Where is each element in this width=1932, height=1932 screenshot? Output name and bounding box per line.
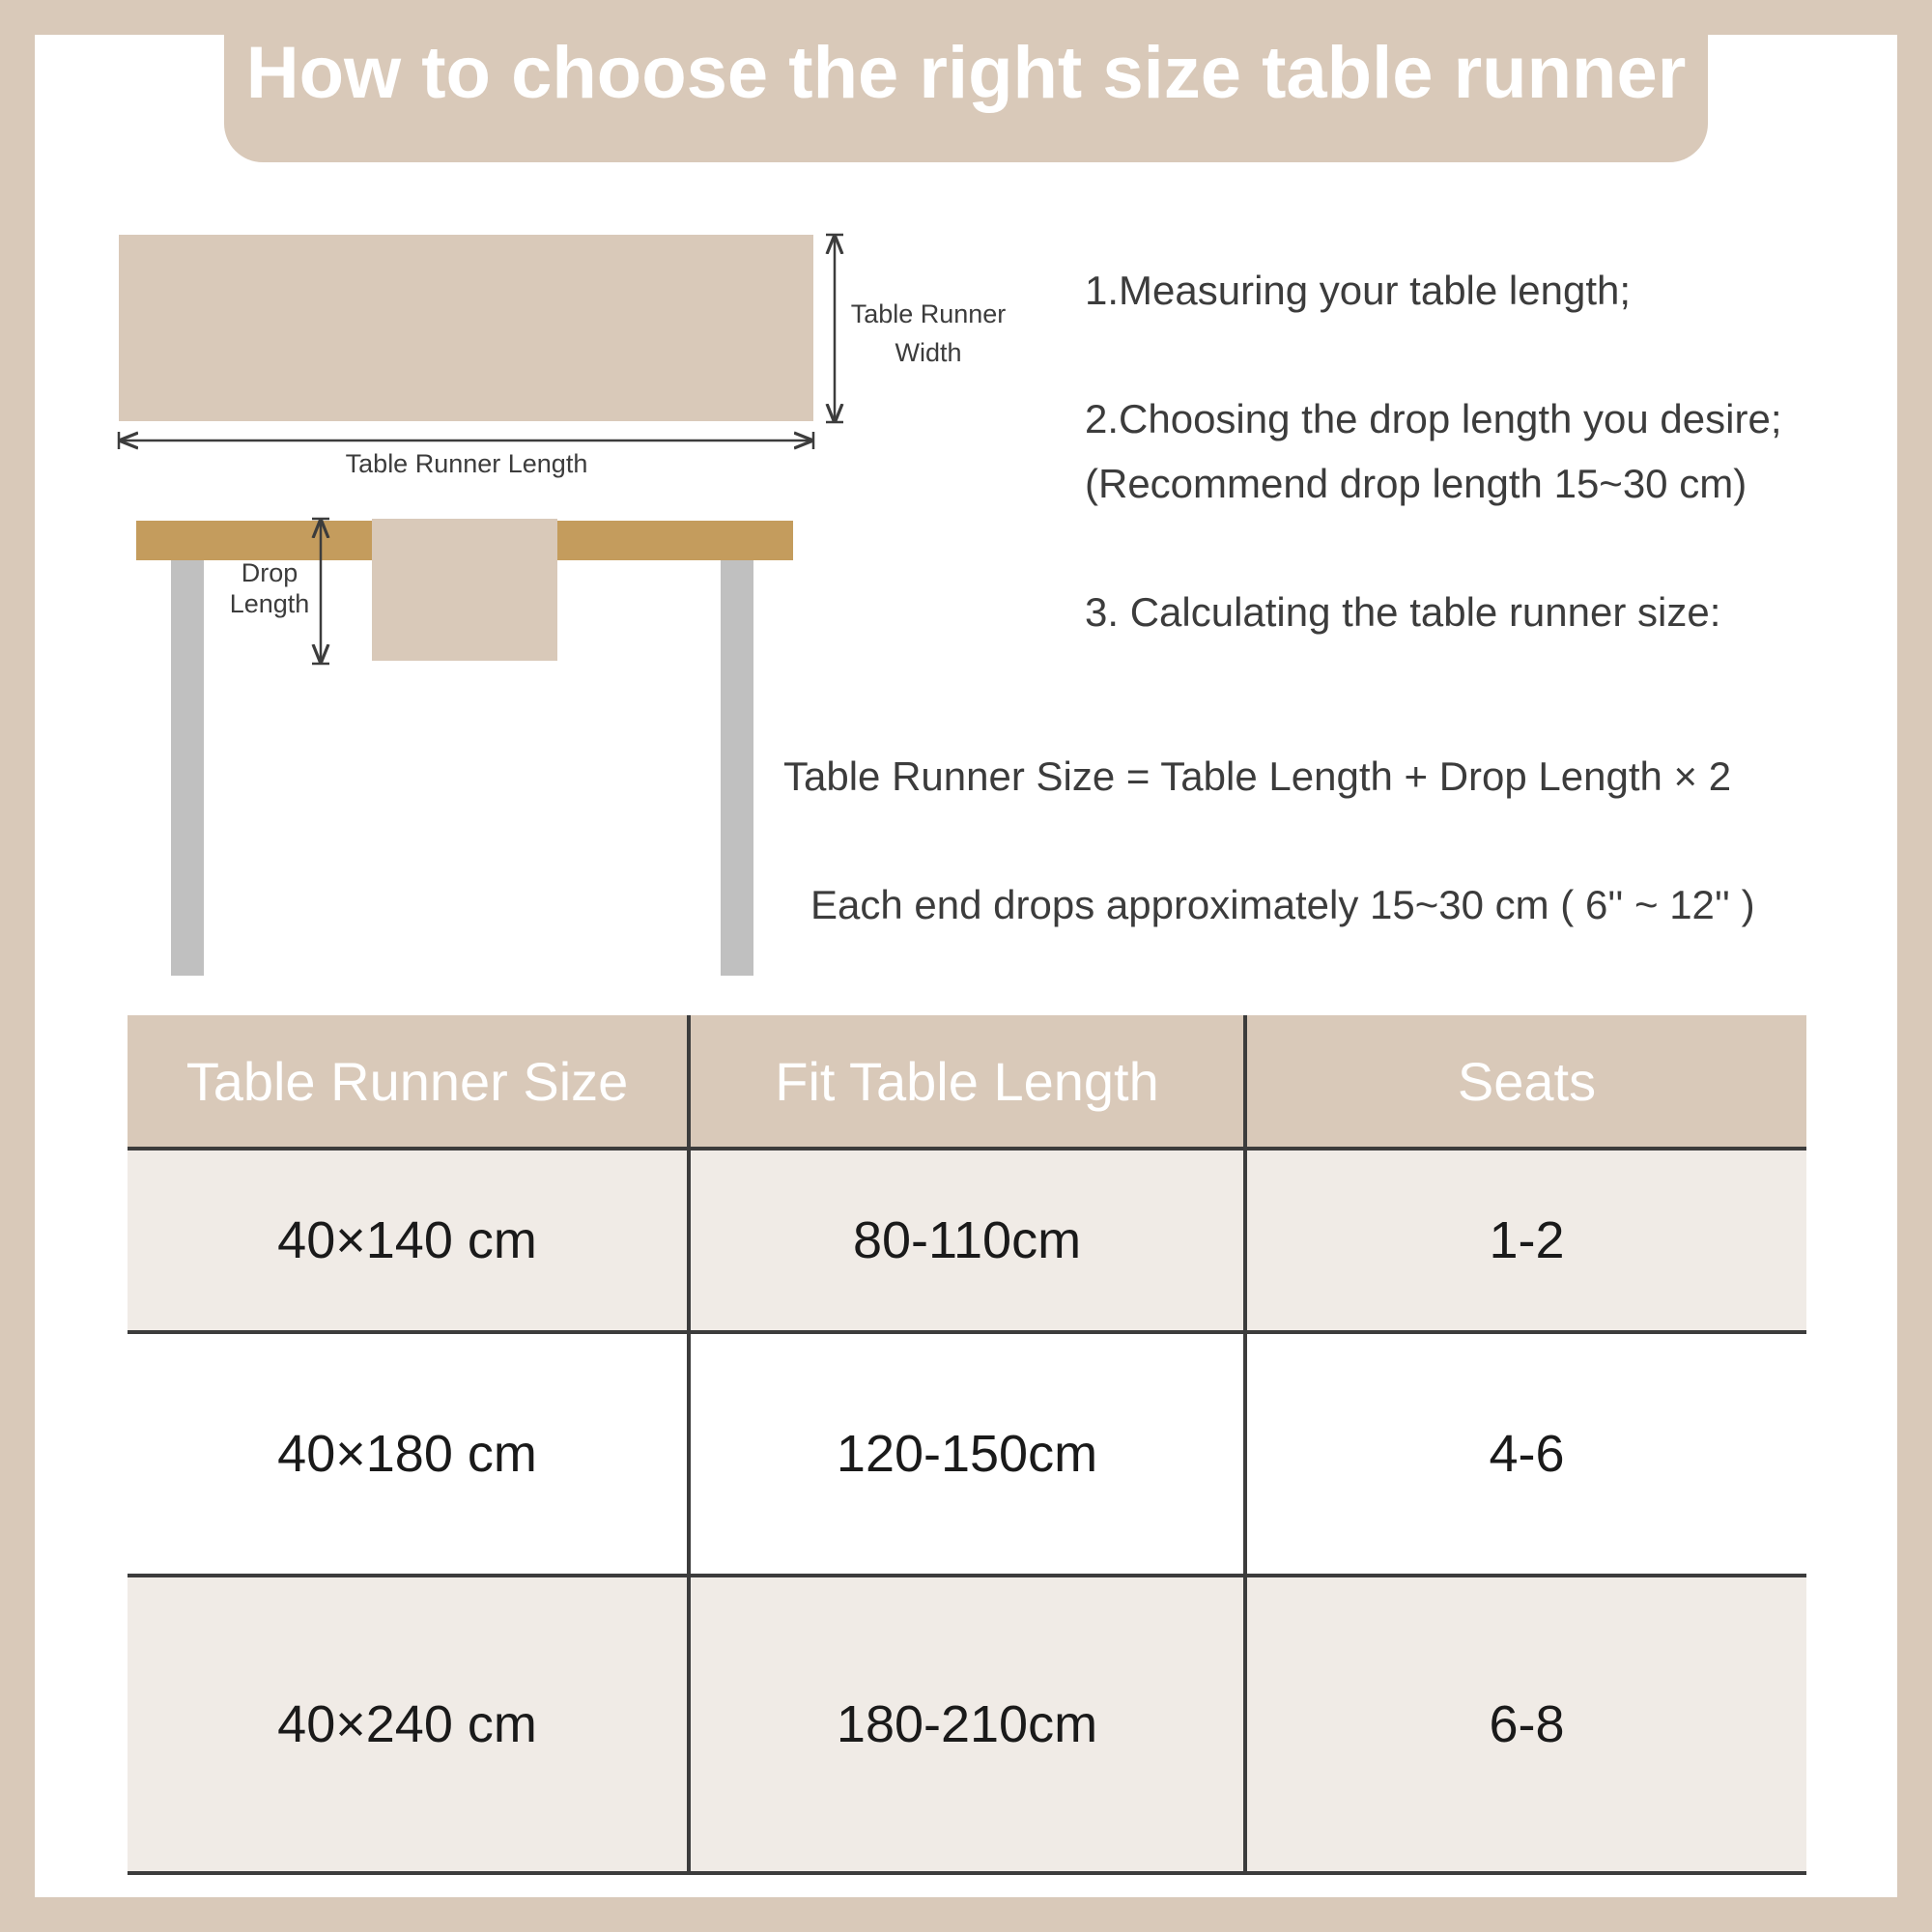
header-fit-table-length: Fit Table Length: [689, 1015, 1245, 1149]
step-2: 2.Choosing the drop length you desire;: [1085, 396, 1782, 441]
table-row: [128, 1149, 1806, 1332]
drop-length-label-1: Drop: [241, 558, 298, 587]
page-title: How to choose the right size table runner: [245, 31, 1687, 114]
step-2-note: (Recommend drop length 15~30 cm): [1085, 461, 1747, 506]
header-seats: Seats: [1245, 1015, 1806, 1149]
table-header-row: [128, 1015, 1806, 1149]
table-row: [128, 1332, 1806, 1576]
runner-width-label-2: Width: [895, 338, 962, 367]
drop-length-label-2: Length: [229, 589, 310, 618]
size-table: [128, 1015, 1806, 1875]
header-runner-size: Table Runner Size: [128, 1015, 689, 1149]
cell-fit-table-length: 120-150cm: [689, 1332, 1245, 1576]
runner-drop: [372, 519, 557, 661]
table-row: [128, 1576, 1806, 1873]
cell-fit-table-length: 180-210cm: [689, 1576, 1245, 1873]
drop-note: Each end drops approximately 15~30 cm ( 6'' ~ 12'' ): [810, 882, 1755, 927]
cell-runner-size: 40×240 cm: [128, 1576, 689, 1873]
runner-width-label-1: Table Runner: [850, 299, 1007, 328]
step-3: 3. Calculating the table runner size:: [1085, 589, 1721, 635]
step-1: 1.Measuring your table length;: [1085, 268, 1632, 313]
cell-fit-table-length: 80-110cm: [689, 1149, 1245, 1332]
cell-seats: 6-8: [1245, 1576, 1806, 1873]
cell-seats: 1-2: [1245, 1149, 1806, 1332]
formula: Table Runner Size = Table Length + Drop Length × 2: [783, 753, 1732, 799]
table-leg-right: [721, 560, 753, 976]
cell-seats: 4-6: [1245, 1332, 1806, 1576]
cell-runner-size: 40×140 cm: [128, 1149, 689, 1332]
runner-top-view: [119, 235, 813, 421]
cell-runner-size: 40×180 cm: [128, 1332, 689, 1576]
table-leg-left: [171, 560, 204, 976]
runner-length-label: Table Runner Length: [345, 449, 588, 478]
